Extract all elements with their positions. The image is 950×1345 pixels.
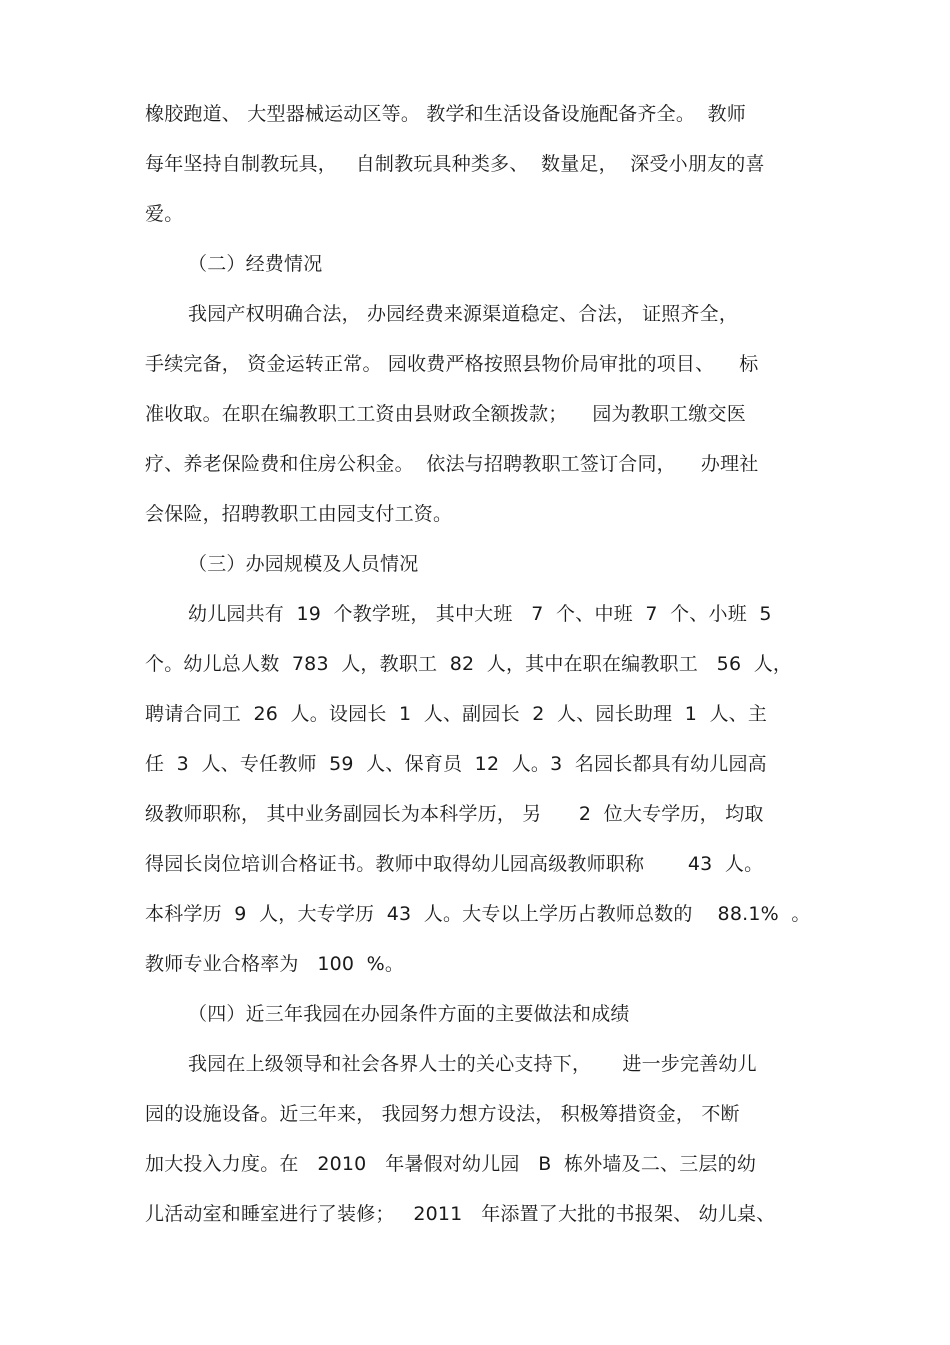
section-heading-achievements: （四）近三年我园在办园条件方面的主要做法和成绩 [188, 1003, 630, 1025]
text-line-1: 橡胶跑道、 大型器械运动区等。 教学和生活设备设施配备齐全。 教师 [145, 103, 746, 125]
text-line-16: 得园长岗位培训合格证书。教师中取得幼儿园高级教师职称 43 人。 [145, 853, 764, 875]
text-line-21: 园的设施设备。近三年来， 我园努力想方设法， 积极筹措资金， 不断 [145, 1103, 740, 1125]
text-line-22: 加大投入力度。在 2010 年暑假对幼儿园 B 栋外墙及二、三层的幼 [145, 1153, 757, 1175]
text-line-23: 儿活动室和睡室进行了装修； 2011 年添置了大批的书报架、 幼儿桌、 [145, 1203, 776, 1225]
section-heading-funding: （二）经费情况 [188, 253, 323, 275]
text-line-5: 我园产权明确合法， 办园经费来源渠道稳定、合法， 证照齐全， [188, 303, 739, 325]
text-line-7: 准收取。在职在编教职工工资由县财政全额拨款； 园为教职工缴交医 [145, 403, 746, 425]
text-line-8: 疗、养老保险费和住房公积金。 依法与招聘教职工签订合同， 办理社 [145, 453, 759, 475]
text-line-9: 会保险，招聘教职工由园支付工资。 [145, 503, 453, 525]
text-line-3: 爱。 [145, 203, 184, 225]
text-line-20: 我园在上级领导和社会各界人士的关心支持下， 进一步完善幼儿 [188, 1053, 757, 1075]
section-heading-scale-staff: （三）办园规模及人员情况 [188, 553, 419, 575]
text-line-12: 个。幼儿总人数 783 人，教职工 82 人，其中在职在编教职工 56 人， [145, 653, 793, 675]
text-line-17: 本科学历 9 人，大专学历 43 人。大专以上学历占教师总数的 88.1% 。 [145, 903, 811, 925]
text-line-11: 幼儿园共有 19 个教学班， 其中大班 7 个、中班 7 个、小班 5 [188, 603, 772, 625]
text-line-18: 教师专业合格率为 100 %。 [145, 953, 405, 975]
text-line-2: 每年坚持自制教玩具， 自制教玩具种类多、 数量足， 深受小朋友的喜 [145, 153, 765, 175]
text-line-6: 手续完备， 资金运转正常。 园收费严格按照县物价局审批的项目、 标 [145, 353, 759, 375]
text-line-15: 级教师职称， 其中业务副园长为本科学历， 另 2 位大专学历， 均取 [145, 803, 764, 825]
text-line-13: 聘请合同工 26 人。设园长 1 人、副园长 2 人、园长助理 1 人、主 [145, 703, 768, 725]
text-line-14: 任 3 人、专任教师 59 人、保育员 12 人。3 名园长都具有幼儿园高 [145, 753, 767, 775]
